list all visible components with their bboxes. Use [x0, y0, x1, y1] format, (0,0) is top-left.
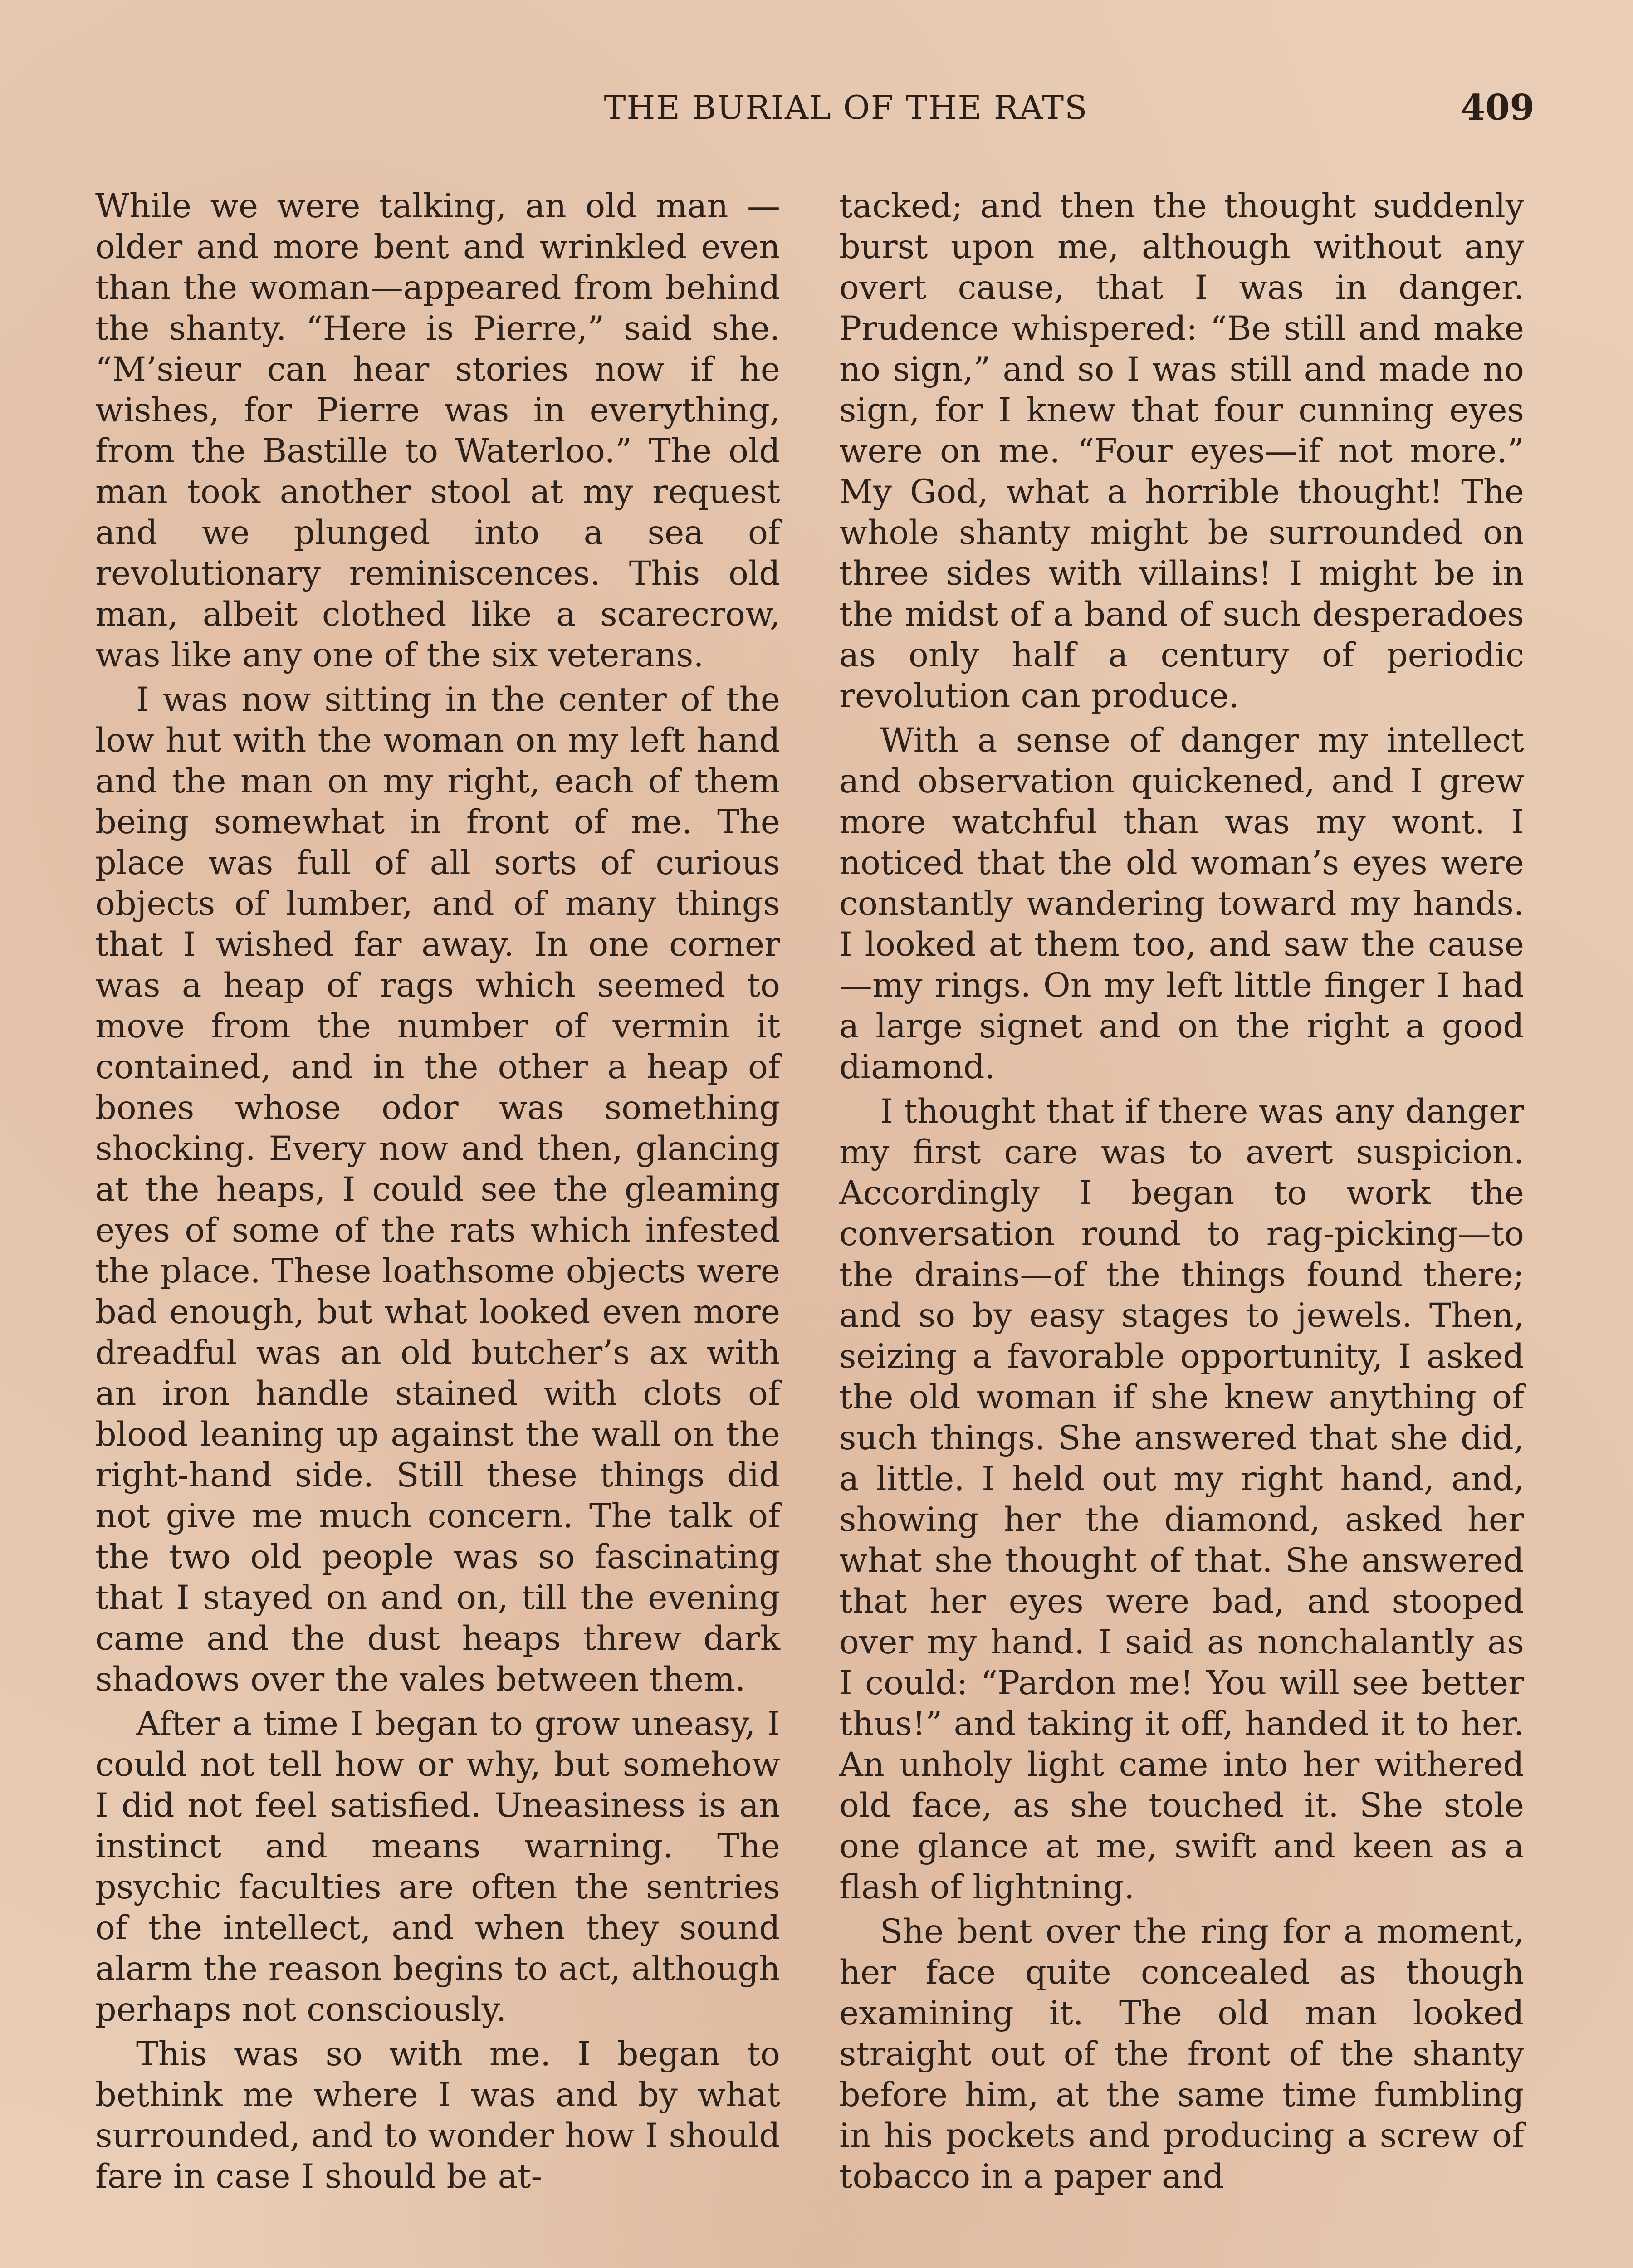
page-number: 409	[1461, 87, 1535, 128]
paragraph: While we were talking, an old man —older and more bent and wrinkled even than the woman—appeared from behind the shanty. “Here is Pierre,” said she. “M’sieur can hear stories now if he wishes, for Pierre was in everything, from the Bastille to Waterloo.” The old man took another stool at my request and we plunged into a sea of revolutionary reminiscences. This old man, albeit clothed like a scarecrow, was like any one of the six veterans.	[95, 187, 780, 675]
right-column	[839, 186, 1524, 2201]
paragraph: This was so with me. I began to bethink me where I was and by what surrounded, and to wonder how I should fare in case I should be at-	[95, 2035, 780, 2196]
paragraph: I was now sitting in the center of the low hut with the woman on my left hand and the man on my right, each of them being somewhat in front of me. The place was full of all sorts of curious objects of lumber, and of many things that I wished far away. In one corner was a heap of rags which seemed to move from the number of vermin it contained, and in the other a heap of bones whose odor was something shocking. Every now and then, glancing at the heaps, I could see the gleaming eyes of some of the rats which infested the place. These loathsome objects were bad enough, but what looked even more dreadful was an old butcher’s ax with an iron handle stained with clots of blood leaning up against the wall on the right-hand side. Still these things did not give me much concern. The talk of the two old people was so fascinating that I stayed on and on, till the evening came and the dust heaps threw dark shadows over the vales between them.	[95, 680, 780, 1699]
paragraph: I thought that if there was any danger my first care was to avert suspicion. Accordingly I began to work the conversation round to rag-picking—to the drains—of the things found there; and so by easy stages to jewels. Then, seizing a favorable opportunity, I asked the old woman if she knew anything of such things. She answered that she did, a little. I held out my right hand, and, showing her the diamond, asked her what she thought of that. She answered that her eyes were bad, and stooped over my hand. I said as nonchalantly as I could: “Pardon me! You will see better thus!” and taking it off, handed it to her. An unholy light came into her withered old face, as she touched it. She stole one glance at me, swift and keen as a flash of lightning.	[839, 1092, 1524, 1906]
left-column	[95, 186, 780, 2201]
paragraph: With a sense of danger my intellect and observation quickened, and I grew more watchful than was my wont. I noticed that the old woman’s eyes were constantly wandering toward my hands. I looked at them too, and saw the cause—my rings. On my left little finger I had a large signet and on the right a good diamond.	[839, 721, 1524, 1086]
running-title: THE BURIAL OF THE RATS	[604, 88, 1088, 127]
paragraph: tacked; and then the thought suddenly burst upon me, although without any overt cause, that I was in danger. Prudence whispered: “Be still and make no sign,” and so I was still and made no sign, for I knew that four cunning eyes were on me. “Four eyes—if not more.” My God, what a horrible thought! The whole shanty might be surrounded on three sides with villains! I might be in the midst of a band of such desperadoes as only half a century of periodic revolution can produce.	[839, 187, 1524, 715]
paragraph: After a time I began to grow uneasy, I could not tell how or why, but somehow I did not feel satisfied. Uneasiness is an instinct and means warning. The psychic faculties are often the sentries of the intellect, and when they sound alarm the reason begins to act, although perhaps not consciously.	[95, 1705, 780, 2029]
paragraph: She bent over the ring for a moment, her face quite concealed as though examining it. The old man looked straight out of the front of the shanty before him, at the same time fumbling in his pockets and producing a screw of tobacco in a paper and	[839, 1912, 1524, 2196]
